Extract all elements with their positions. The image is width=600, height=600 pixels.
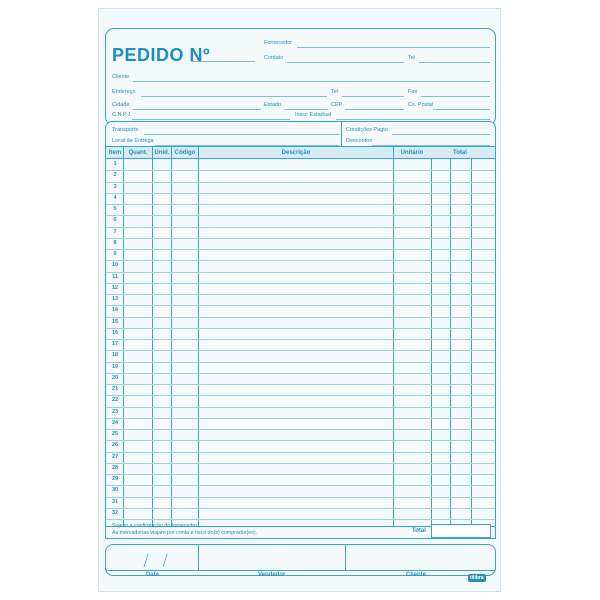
sig-divider [345, 545, 346, 570]
sig-baseline [106, 570, 495, 571]
total-label: Total [412, 528, 426, 534]
field-fornecedor[interactable] [297, 47, 490, 48]
col-divider [171, 146, 172, 526]
brand-logo: tilibra [470, 575, 484, 581]
date-slashes-icon [129, 550, 179, 570]
field-cx-postal[interactable] [433, 109, 490, 110]
table-row[interactable] [106, 193, 495, 194]
row-number: 11 [112, 273, 118, 280]
row-number: 24 [111, 419, 119, 426]
col-header-quant: Quant. [128, 150, 148, 156]
table-row[interactable] [106, 463, 495, 464]
table-row[interactable] [106, 204, 495, 205]
row-number: 6 [113, 217, 117, 224]
field-cliente[interactable] [133, 81, 490, 82]
row-number: 18 [111, 352, 119, 359]
col-header-unid: Unid. [154, 150, 170, 156]
table-row[interactable] [106, 238, 495, 239]
row-number: 2 [113, 172, 117, 179]
row-number: 20 [111, 374, 119, 381]
row-number: 21 [111, 386, 119, 392]
field-cidade[interactable] [133, 109, 261, 110]
table-row[interactable] [106, 317, 495, 318]
field-inscr-estadual[interactable] [336, 119, 490, 120]
col-divider [450, 159, 451, 526]
field-condicoes[interactable] [392, 134, 490, 135]
row-number: 9 [113, 251, 117, 257]
row-number: 14 [111, 307, 119, 314]
label-vendedor: Vendedor [258, 572, 286, 578]
col-divider [123, 146, 124, 526]
label-local-entrega: Local de Entrega [112, 138, 154, 144]
table-row[interactable] [106, 373, 495, 374]
label-cnpj: C.N.P.J. [112, 112, 132, 118]
label-descontos: Descontos [346, 138, 372, 144]
row-number: 29 [111, 476, 119, 482]
label-cep: CEP [331, 102, 343, 108]
label-inscr-estadual: Inscr. Estadual [295, 112, 332, 118]
label-cx-postal: Cx. Postal [408, 102, 434, 108]
col-header-item: Item [108, 150, 122, 156]
row-number: 10 [111, 262, 119, 269]
col-divider [471, 159, 472, 526]
table-row[interactable] [106, 249, 495, 250]
row-number: 8 [113, 239, 117, 246]
table-row[interactable] [106, 407, 495, 408]
table-row[interactable] [106, 339, 495, 340]
col-divider [152, 146, 153, 526]
grand-total-field[interactable] [431, 524, 491, 538]
table-row[interactable] [106, 283, 495, 284]
label-tel2: Tel [331, 89, 339, 95]
table-row[interactable] [106, 328, 495, 329]
row-number: 13 [111, 296, 119, 302]
field-tel2[interactable] [342, 96, 404, 97]
table-row[interactable] [106, 418, 495, 419]
label-estado: Estado [264, 102, 282, 108]
row-number: 26 [111, 442, 119, 449]
label-cidade: Cidade [112, 102, 130, 108]
row-number: 7 [113, 228, 117, 235]
table-row[interactable] [106, 362, 495, 363]
row-number: 32 [111, 509, 119, 516]
table-row[interactable] [106, 272, 495, 273]
table-row[interactable] [106, 227, 495, 228]
table-row[interactable] [106, 474, 495, 475]
table-row[interactable] [106, 350, 495, 351]
order-table-box [105, 121, 496, 539]
row-number: 12 [111, 284, 119, 291]
row-number: 5 [113, 206, 117, 212]
label-data: Data [146, 572, 160, 578]
table-row[interactable] [106, 519, 495, 520]
label-tel: Tel [408, 55, 416, 61]
col-divider [393, 146, 394, 526]
row-number: 19 [111, 363, 119, 370]
field-transporte[interactable] [144, 134, 339, 135]
label-endereco: Endereço [112, 89, 136, 95]
field-cnpj[interactable] [132, 119, 290, 120]
table-row[interactable] [106, 215, 495, 216]
row-number: 1 [113, 161, 117, 167]
field-cep[interactable] [345, 109, 404, 110]
row-number: 22 [111, 397, 119, 404]
field-tel[interactable] [419, 62, 490, 63]
table-row[interactable] [106, 294, 495, 295]
table-row[interactable] [106, 508, 495, 509]
field-estado[interactable] [284, 109, 328, 110]
label-transporte: Transporte [112, 127, 139, 133]
row-number: 25 [111, 431, 119, 437]
table-row[interactable] [106, 384, 495, 385]
table-row[interactable] [106, 429, 495, 430]
table-row[interactable] [106, 170, 495, 171]
label-contato: Contato [264, 55, 284, 61]
table-row[interactable] [106, 485, 495, 486]
row-number: 16 [111, 329, 119, 336]
label-fax: Fax [408, 89, 418, 95]
order-number-line [191, 61, 255, 62]
col-header-codigo: Código [174, 150, 196, 156]
row-number: 17 [111, 341, 119, 347]
label-fornecedor: Fornecedor [264, 40, 293, 46]
page-title: PEDIDO Nº [112, 45, 211, 65]
delivery-divider [341, 122, 342, 146]
label-condicoes: Condições Pagto [346, 127, 388, 133]
row-number: 27 [111, 453, 119, 460]
row-number: 28 [111, 464, 119, 471]
order-form-sheet [98, 8, 501, 592]
table-row[interactable] [106, 395, 495, 396]
row-number: 23 [111, 408, 119, 415]
row-number: 15 [111, 318, 119, 325]
row-number: 3 [113, 183, 117, 190]
table-row[interactable] [106, 182, 495, 183]
label-cliente: Cliente [112, 74, 130, 80]
col-divider [198, 146, 199, 526]
col-header-descricao: Descrição [281, 150, 311, 156]
row-number: 31 [111, 498, 119, 505]
table-row[interactable] [106, 260, 495, 261]
table-row[interactable] [106, 452, 495, 453]
col-header-unitario: Unitário [400, 150, 424, 156]
field-contato[interactable] [287, 62, 404, 63]
footer-note-2: As mercadorias viajam por conta e risco do(s) comprador(es). [112, 530, 258, 536]
field-fax[interactable] [421, 96, 490, 97]
col-header-total: Total [453, 150, 467, 156]
table-row[interactable] [106, 497, 495, 498]
col-divider [431, 159, 432, 526]
table-row[interactable] [106, 440, 495, 441]
row-number: 4 [113, 194, 117, 201]
label-cliente-sign: Cliente [406, 572, 427, 578]
footer-note-1: Sujeito a confirmação do fornecedor. [112, 523, 199, 529]
row-number: 30 [111, 487, 119, 494]
field-endereco[interactable] [141, 96, 327, 97]
table-row[interactable] [106, 305, 495, 306]
sig-divider [198, 545, 199, 570]
